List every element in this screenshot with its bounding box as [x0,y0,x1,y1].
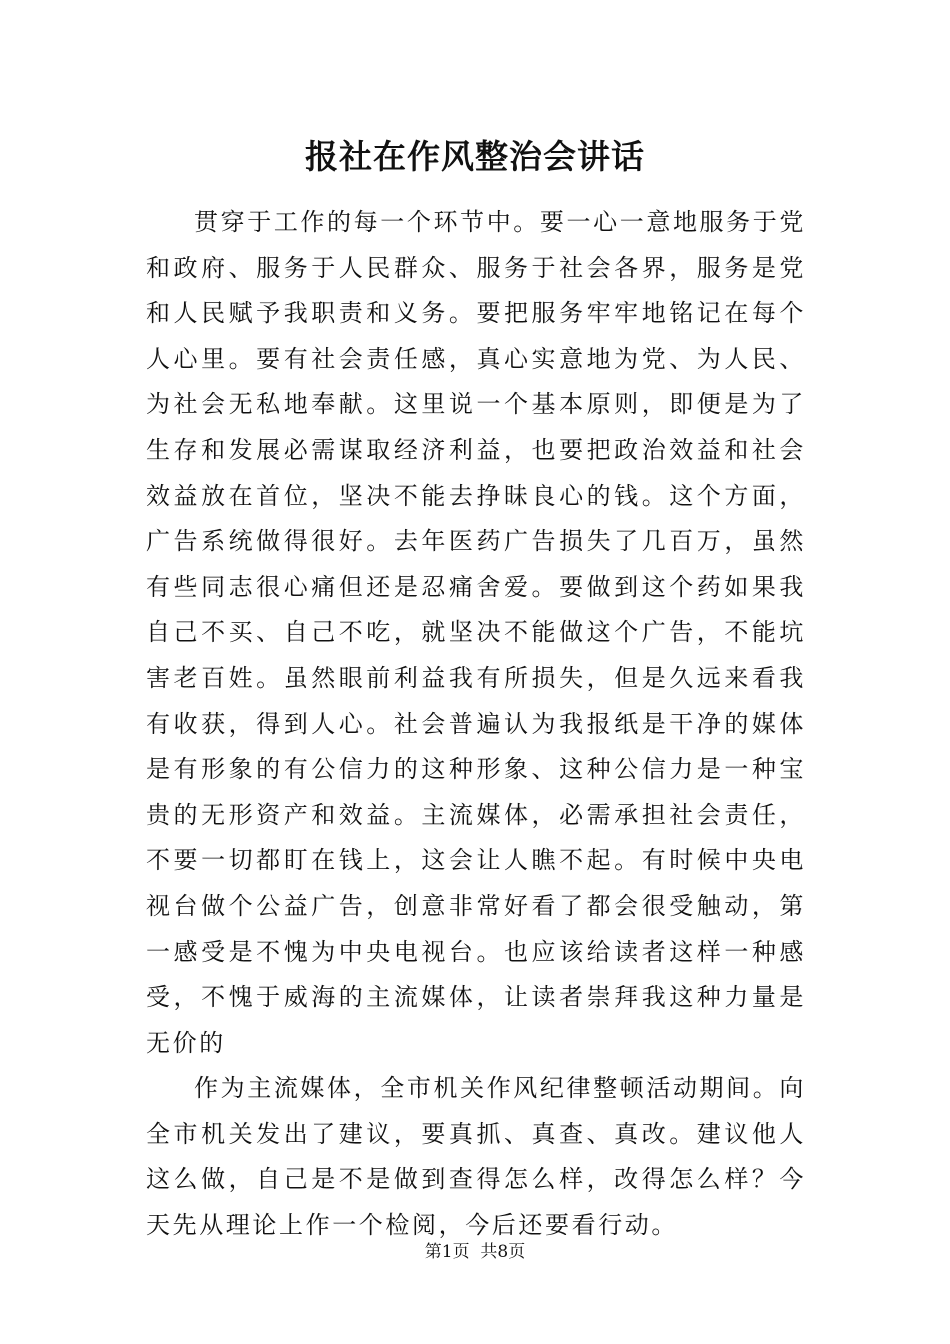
page-number-indicator: 第1页 共8页 [424,1242,526,1262]
document-title: 报社在作风整治会讲话 [305,137,645,176]
document-body [146,200,806,1249]
paragraph-2: 作为主流媒体，全市机关作风纪律整顿活动期间。向全市机关发出了建议，要真抓、真查、真改。建议他人这么做，自己是不是做到查得怎么样，改得怎么样？今天先从理论上作一个检阅，今后还要看行动。 [146,1074,806,1240]
paragraph-1: 贯穿于工作的每一个环节中。要一心一意地服务于党和政府、服务于人民群众、服务于社会各界，服务是党和人民赋予我职责和义务。要把服务牢牢地铭记在每个人心里。要有社会责任感，真心实意地为党、为人民、为社会无私地奉献。这里说一个基本原则，即便是为了生存和发展必需谋取经济利益，也要把政治效益和社会效益放在首位，坚决不能去挣昧良心的钱。这个方面，广告系统做得很好。去年医药广告损失了几百万，虽然有些同志很心痛但还是忍痛舍爱。要做到这个药如果我自己不买、自己不吃，就坚决不能做这个广告，不能坑害老百姓。虽然眼前利益我有所损失，但是久远来看我有收获，得到人心。社会普遍认为我报纸是干净的媒体是有形象的有公信力的这种形象、这种公信力是一种宝贵的无形资产和效益。主流媒体，必需承担社会责任，不要一切都盯在钱上，这会让人瞧不起。有时候中央电视台做个公益广告，创意非常好看了都会很受触动，第一感受是不愧为中央电视台。也应该给读者这样一种感受，不愧于威海的主流媒体，让读者崇拜我这种力量是无价的 [146,208,806,1057]
